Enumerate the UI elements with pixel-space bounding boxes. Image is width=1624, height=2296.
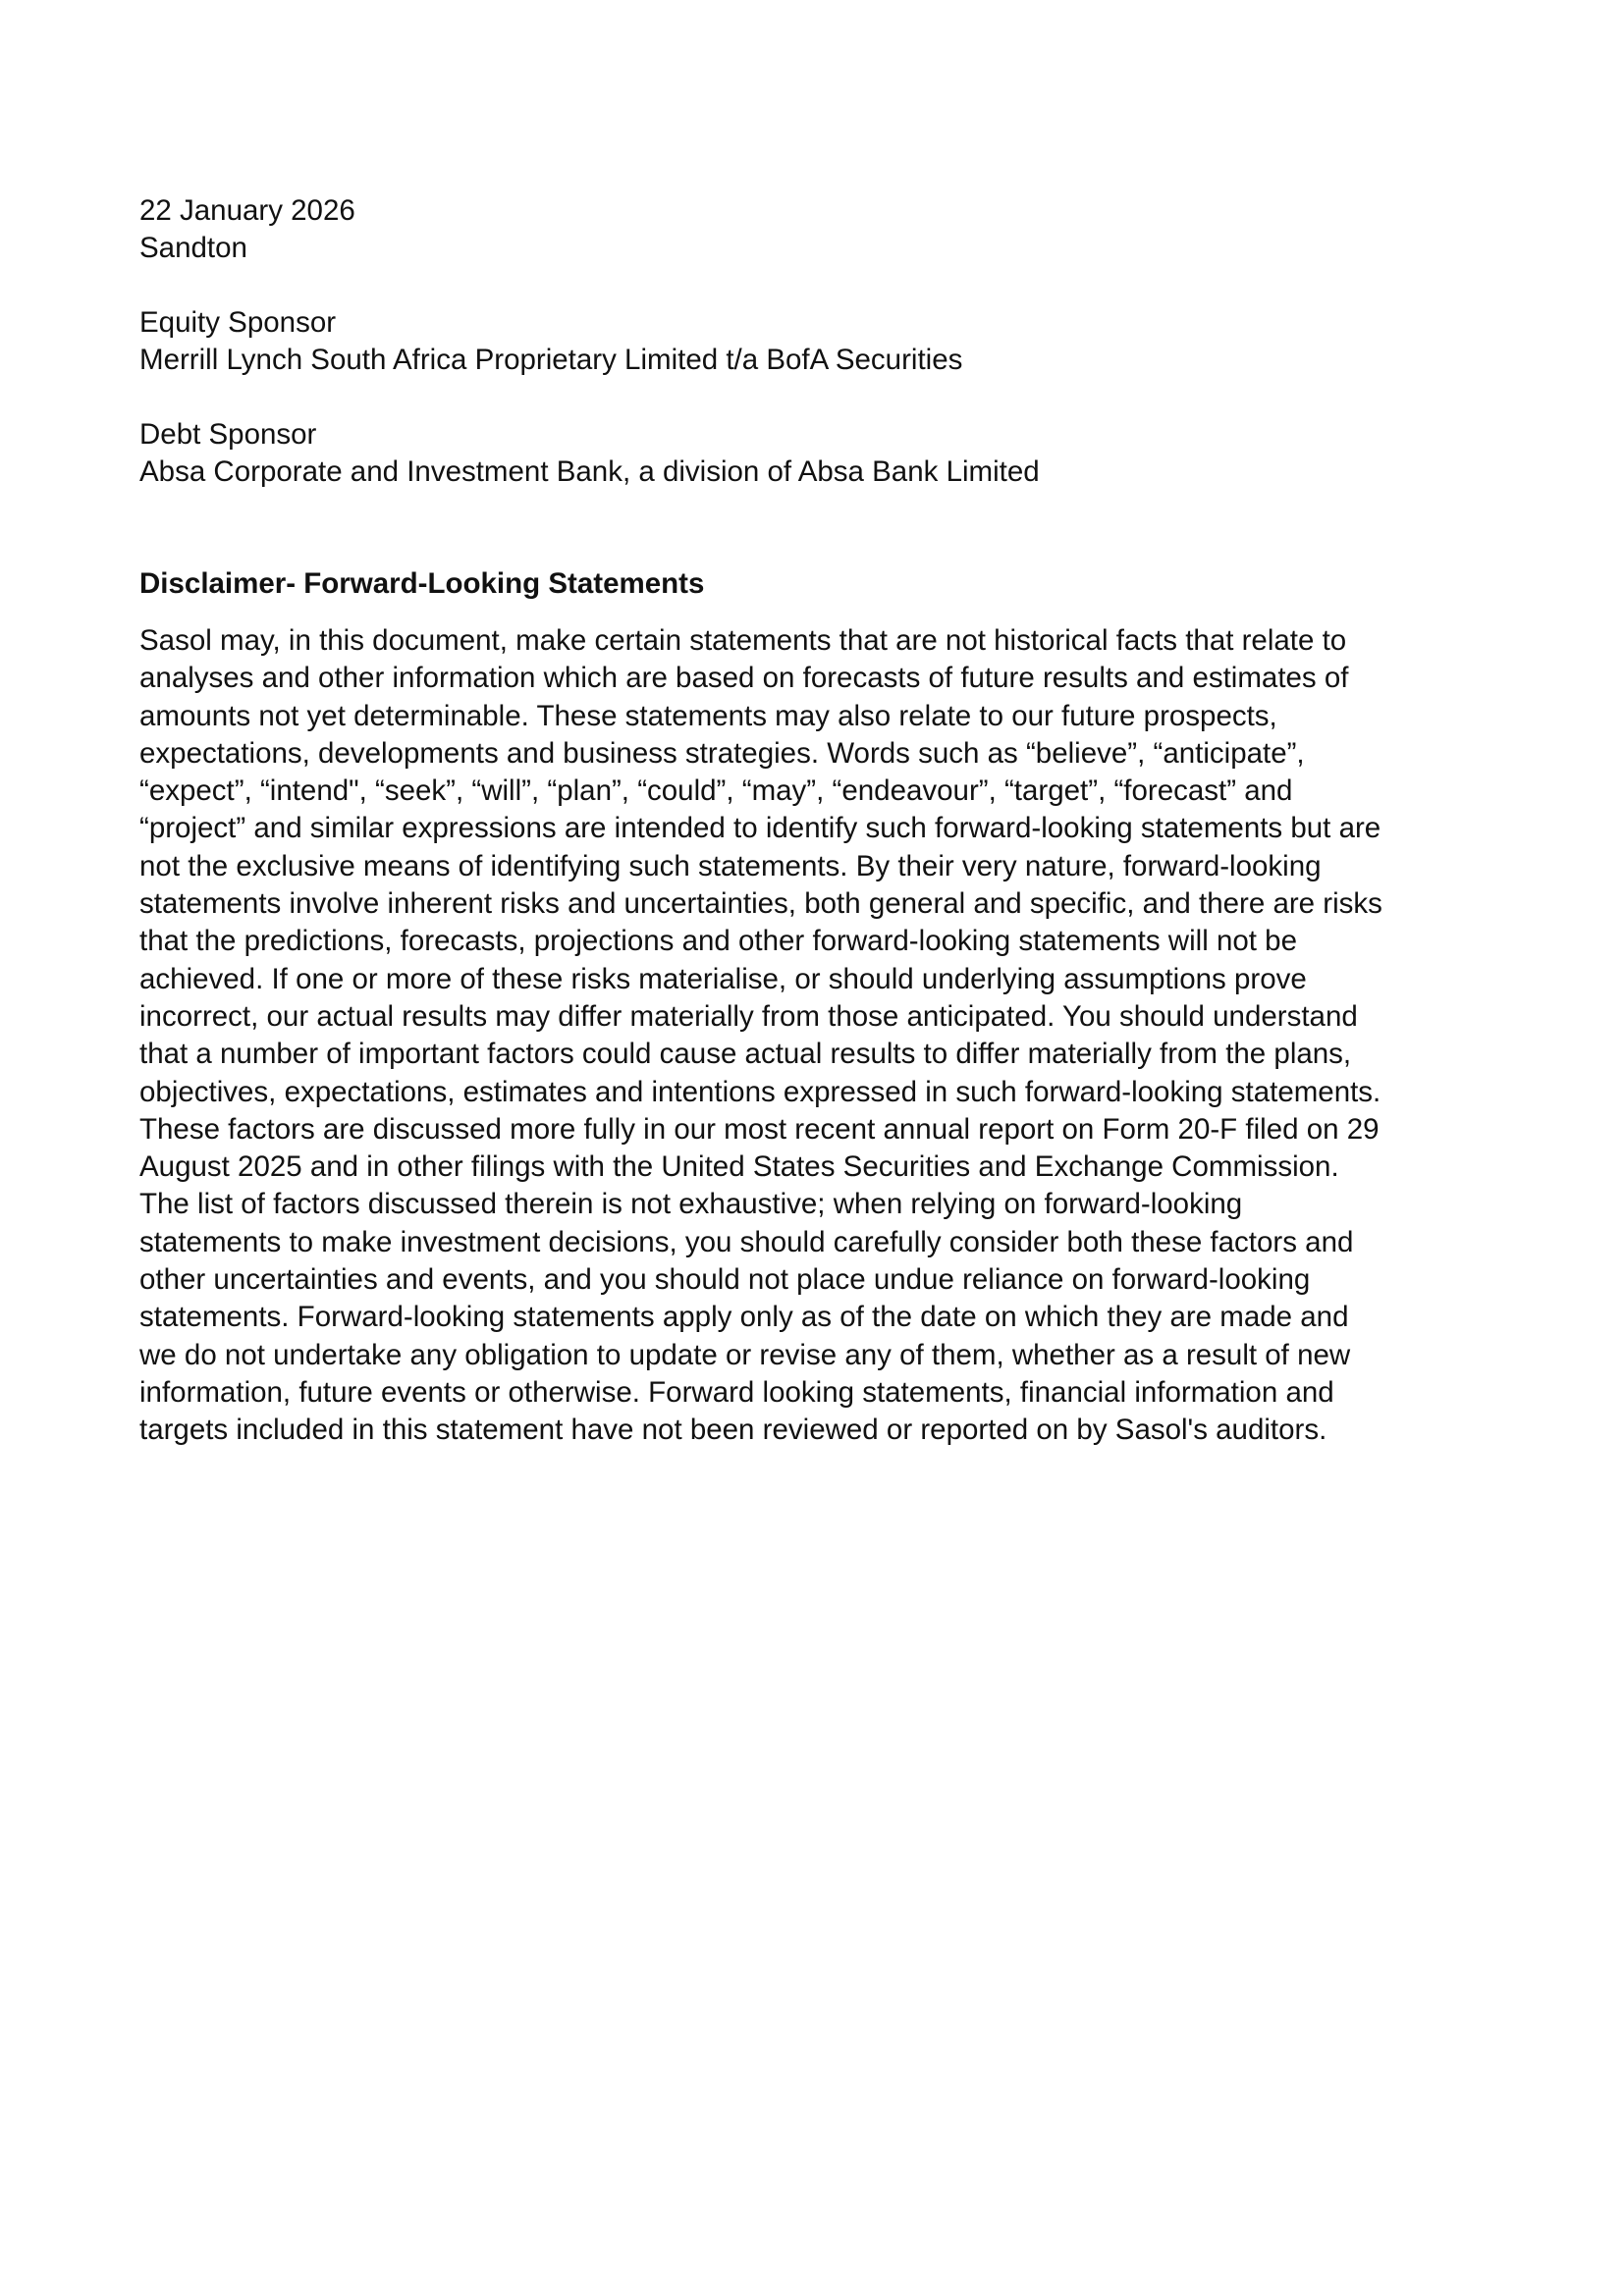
equity-sponsor-name: Merrill Lynch South Africa Proprietary Limited t/a BofA Securities bbox=[139, 344, 963, 376]
debt-sponsor-label: Debt Sponsor bbox=[139, 418, 317, 451]
disclaimer-line: that a number of important factors could cause actual results to differ materially from the plans, bbox=[139, 1038, 1352, 1071]
date-location-block bbox=[139, 192, 1445, 267]
disclaimer-line: August 2025 and in other filings with the United States Securities and Exchange Commission. bbox=[139, 1150, 1339, 1184]
equity-sponsor-block bbox=[139, 304, 1445, 379]
disclaimer-line: amounts not yet determinable. These statements may also relate to our future prospects, bbox=[139, 699, 1277, 732]
disclaimer-line: Sasol may, in this document, make certain statements that are not historical facts that relate to bbox=[139, 624, 1347, 657]
disclaimer-line: objectives, expectations, estimates and intentions expressed in such forward-looking statements. bbox=[139, 1075, 1381, 1108]
disclaimer-line: statements. Forward-looking statements apply only as of the date on which they are made and bbox=[139, 1301, 1349, 1334]
disclaimer-body bbox=[139, 622, 1445, 1450]
document-page bbox=[139, 192, 1445, 1450]
disclaimer-line: that the predictions, forecasts, projections and other forward-looking statements will not be bbox=[139, 925, 1297, 958]
disclaimer-line: These factors are discussed more fully in our most recent annual report on Form 20-F filed on 29 bbox=[139, 1112, 1380, 1146]
disclaimer-line: not the exclusive means of identifying such statements. By their very nature, forward-looking bbox=[139, 849, 1322, 882]
disclaimer-line: we do not undertake any obligation to update or revise any of them, whether as a result of new bbox=[139, 1338, 1351, 1371]
spacer bbox=[139, 267, 1445, 304]
disclaimer-line: analyses and other information which are based on forecasts of future results and estimates of bbox=[139, 662, 1349, 695]
disclaimer-line: expectations, developments and business strategies. Words such as “believe”, “anticipate”, bbox=[139, 736, 1305, 770]
disclaimer-line: other uncertainties and events, and you should not place undue reliance on forward-looking bbox=[139, 1263, 1311, 1297]
disclaimer-line: achieved. If one or more of these risks materialise, or should underlying assumptions prove bbox=[139, 962, 1307, 995]
disclaimer-line: statements involve inherent risks and uncertainties, both general and specific, and there are risks bbox=[139, 887, 1382, 921]
spacer bbox=[139, 491, 1445, 565]
disclaimer-line: targets included in this statement have not been reviewed or reported on by Sasol's auditors. bbox=[139, 1414, 1327, 1447]
document-date: 22 January 2026 bbox=[139, 194, 355, 227]
equity-sponsor-label: Equity Sponsor bbox=[139, 306, 337, 339]
disclaimer-line: “project” and similar expressions are intended to identify such forward-looking statements but are bbox=[139, 812, 1381, 845]
spacer bbox=[139, 379, 1445, 416]
document-location: Sandton bbox=[139, 232, 247, 264]
disclaimer-line: information, future events or otherwise. Forward looking statements, financial information and bbox=[139, 1375, 1334, 1409]
debt-sponsor-block bbox=[139, 416, 1445, 491]
disclaimer-line: The list of factors discussed therein is not exhaustive; when relying on forward-looking bbox=[139, 1188, 1243, 1221]
disclaimer-line: statements to make investment decisions, you should carefully consider both these factors and bbox=[139, 1225, 1354, 1258]
disclaimer-line: incorrect, our actual results may differ materially from those anticipated. You should understand bbox=[139, 999, 1358, 1033]
debt-sponsor-name: Absa Corporate and Investment Bank, a division of Absa Bank Limited bbox=[139, 455, 1040, 488]
disclaimer-heading: Disclaimer- Forward-Looking Statements bbox=[139, 567, 705, 600]
disclaimer-line: “expect”, “intend", “seek”, “will”, “plan”, “could”, “may”, “endeavour”, “target”, “forecast” and bbox=[139, 774, 1293, 808]
